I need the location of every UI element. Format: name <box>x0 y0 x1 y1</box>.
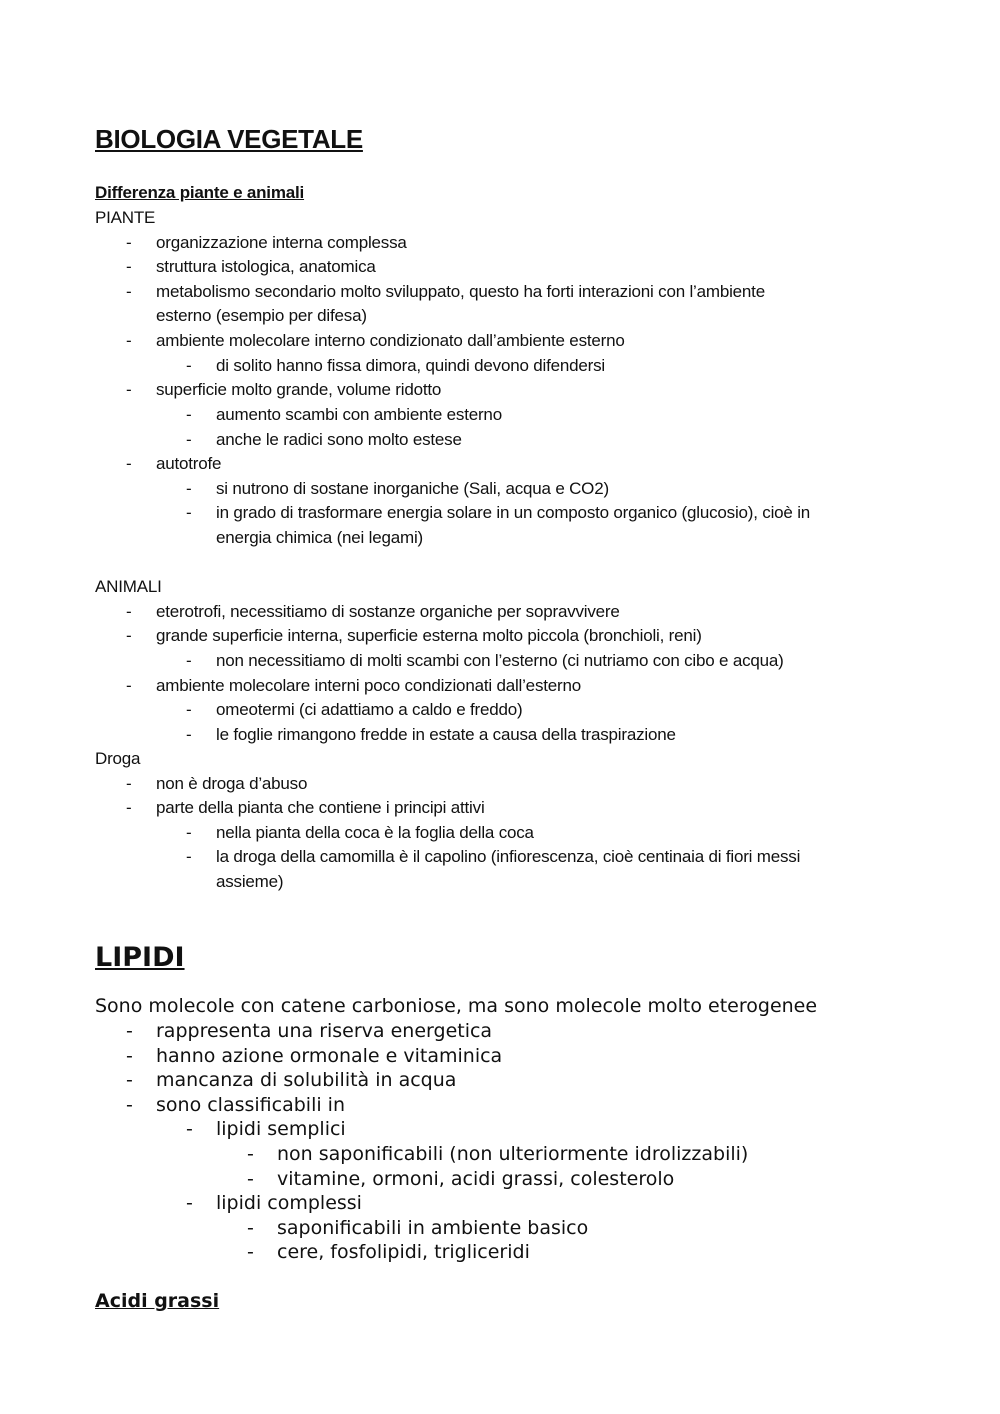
droga-label: Droga <box>95 749 141 768</box>
bullet-dash: - <box>126 380 132 399</box>
intro-paragraph: Sono molecole con catene carboniose, ma sono molecole molto eterogenee <box>95 995 818 1017</box>
sub-list-item-continuation: energia chimica (nei legami) <box>216 528 423 547</box>
bullet-dash: - <box>247 1217 254 1239</box>
bullet-dash: - <box>247 1241 254 1263</box>
list-item: superficie molto grande, volume ridotto <box>156 380 442 399</box>
bullet-dash: - <box>186 1118 193 1140</box>
bullet-dash: - <box>186 700 192 719</box>
section-subheading: Differenza piante e animali <box>95 183 305 202</box>
animali-label: ANIMALI <box>95 577 162 596</box>
sub-list-item: lipidi complessi <box>216 1192 362 1214</box>
list-item: autotrofe <box>156 454 222 473</box>
list-item-continuation: esterno (esempio per difesa) <box>156 306 367 325</box>
bullet-dash: - <box>186 847 192 866</box>
bullet-dash: - <box>186 479 192 498</box>
bullet-dash: - <box>126 774 132 793</box>
sub-sub-list-item: non saponificabili (non ulteriormente idrolizzabili) <box>277 1143 749 1165</box>
list-item: non è droga d’abuso <box>156 774 308 793</box>
bullet-dash: - <box>186 503 192 522</box>
bullet-dash: - <box>247 1143 254 1165</box>
section-title-lipidi: LIPIDI <box>95 942 185 973</box>
sub-list-item: aumento scambi con ambiente esterno <box>216 405 502 424</box>
bullet-dash: - <box>186 1192 193 1214</box>
bullet-dash: - <box>126 626 132 645</box>
bullet-dash: - <box>186 651 192 670</box>
bullet-dash: - <box>186 823 192 842</box>
bullet-dash: - <box>126 282 132 301</box>
sub-list-item: in grado di trasformare energia solare in un composto organico (glucosio), cioè in <box>216 503 811 522</box>
bullet-dash: - <box>126 1069 133 1091</box>
sub-list-item: la droga della camomilla è il capolino (infiorescenza, cioè centinaia di fiori messi <box>216 847 801 866</box>
sub-list-item: non necessitiamo di molti scambi con l’esterno (ci nutriamo con cibo e acqua) <box>216 651 784 670</box>
list-item: organizzazione interna complessa <box>156 233 407 252</box>
bullet-dash: - <box>186 430 192 449</box>
list-item: grande superficie interna, superficie esterna molto piccola (bronchioli, reni) <box>156 626 702 645</box>
list-item: sono classificabili in <box>156 1094 345 1116</box>
list-item: eterotrofi, necessitiamo di sostanze organiche per sopravvivere <box>156 602 620 621</box>
bullet-dash: - <box>126 602 132 621</box>
bullet-dash: - <box>126 676 132 695</box>
list-item: ambiente molecolare interno condizionato dall’ambiente esterno <box>156 331 625 350</box>
sub-list-item-continuation: assieme) <box>216 872 284 891</box>
bullet-dash: - <box>186 725 192 744</box>
sub-list-item: lipidi semplici <box>216 1118 346 1140</box>
bullet-dash: - <box>126 233 132 252</box>
list-item: rappresenta una riserva energetica <box>156 1020 493 1042</box>
bullet-dash: - <box>126 454 132 473</box>
list-item: parte della pianta che contiene i principi attivi <box>156 798 485 817</box>
bullet-dash: - <box>126 798 132 817</box>
section-subheading-acidi-grassi: Acidi grassi <box>95 1290 220 1312</box>
list-item: ambiente molecolare interni poco condizionati dall’esterno <box>156 676 581 695</box>
bullet-dash: - <box>186 405 192 424</box>
list-item: hanno azione ormonale e vitaminica <box>156 1045 503 1067</box>
bullet-dash: - <box>126 257 132 276</box>
piante-label: PIANTE <box>95 208 156 227</box>
page-title: BIOLOGIA VEGETALE <box>95 124 363 154</box>
bullet-dash: - <box>126 1045 133 1067</box>
sub-sub-list-item: cere, fosfolipidi, trigliceridi <box>277 1241 530 1263</box>
sub-list-item: omeotermi (ci adattiamo a caldo e freddo) <box>216 700 523 719</box>
list-item: struttura istologica, anatomica <box>156 257 376 276</box>
bullet-dash: - <box>126 1020 133 1042</box>
sub-list-item: le foglie rimangono fredde in estate a causa della traspirazione <box>216 725 676 744</box>
sub-list-item: anche le radici sono molto estese <box>216 430 462 449</box>
bullet-dash: - <box>186 356 192 375</box>
sub-list-item: si nutrono di sostane inorganiche (Sali, acqua e CO2) <box>216 479 609 498</box>
sub-list-item: di solito hanno fissa dimora, quindi devono difendersi <box>216 356 605 375</box>
list-item: mancanza di solubilità in acqua <box>156 1069 457 1091</box>
bullet-dash: - <box>126 1094 133 1116</box>
sub-list-item: nella pianta della coca è la foglia della coca <box>216 823 534 842</box>
sub-sub-list-item: saponificabili in ambiente basico <box>277 1217 589 1239</box>
bullet-dash: - <box>126 331 132 350</box>
bullet-dash: - <box>247 1168 254 1190</box>
sub-sub-list-item: vitamine, ormoni, acidi grassi, colesterolo <box>277 1168 675 1190</box>
list-item: metabolismo secondario molto sviluppato, questo ha forti interazioni con l’ambiente <box>156 282 765 301</box>
